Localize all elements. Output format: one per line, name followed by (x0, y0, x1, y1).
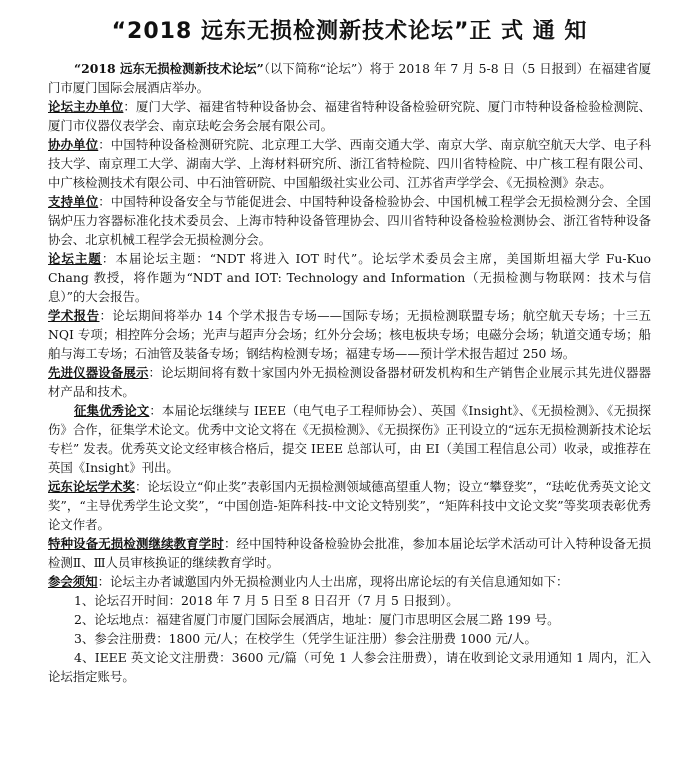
section-text: ：本届论坛主题：“NDT 将进入 IOT 时代”。论坛学术委员会主席，美国斯坦福大学 Fu-Kuo Chang 教授，将作题为“NDT and IOT: Technology and Information（无损检测与物联网：技术与信息）”的大会报告。 (48, 251, 652, 304)
section-label: 论坛主办单位 (48, 99, 124, 114)
section-theme (48, 249, 651, 306)
list-item: 4、IEEE 英文论文注册费：3600 元/篇（可免 1 人参会注册费），请在收到论文录用通知 1 周内，汇入论坛指定账号。 (48, 650, 651, 684)
section-label: 远东论坛学术奖 (48, 479, 135, 494)
section-education (48, 534, 651, 572)
section-organizers (48, 97, 651, 135)
intro-paragraph (48, 59, 651, 97)
section-label: 先进仪器设备展示 (48, 365, 149, 380)
section-text: ：经中国特种设备检验协会批准，参加本届论坛学术活动可计入特种设备无损检测Ⅱ、Ⅲ人员审核换证的继续教育学时。 (48, 536, 652, 570)
list-item: 1、论坛召开时间：2018 年 7 月 5 日至 8 日召开（7 月 5 日报到）。 (74, 593, 459, 608)
section-label: 论坛主题 (48, 251, 102, 266)
section-text: ：论坛期间将举办 14 个学术报告专场——国际专场；无损检测联盟专场；航空航天专场；十三五 NQI 专项；相控阵分会场；光声与超声分会场；红外分会场；核电板块专场；电磁分会场；轨道交通专场；船舶与海工专场；石油管及装备专场；钢结构检测专场；福建专场——预计学术报告超过 250 场。 (48, 308, 651, 361)
list-item: 3、参会注册费：1800 元/人；在校学生（凭学生证注册）参会注册费 1000 元/人。 (74, 631, 537, 646)
section-supporters (48, 192, 651, 249)
section-label: 参会须知 (48, 574, 98, 589)
section-label: 协办单位 (48, 137, 99, 152)
section-text: ：本届论坛继续与 IEEE（电气电子工程师协会）、英国《Insight》、《无损检测》、《无损探伤》合作，征集学术论文。优秀中文论文将在《无损检测》、《无损探伤》正刊设立的“远东无损检测新技术论坛专栏” 发表。优秀英文论文经审核合格后，提交 IEEE 总部认可，由 EI（美国工程信息公司）收录，或推荐在英国《Insight》刊出。 (48, 403, 651, 475)
section-label: 征集优秀论文 (74, 403, 150, 418)
intro-text: （以下简称“论坛”）将于 2018 年 7 月 5-8 日（5 日报到）在福建省厦门市厦门国际会展酒店举办。 (48, 61, 651, 95)
section-label: 学术报告 (48, 308, 100, 323)
list-item: 2、论坛地点：福建省厦门市厦门国际会展酒店，地址：厦门市思明区会展二路 199 号。 (74, 612, 560, 627)
section-papers (48, 401, 651, 477)
intro-lead: “2018 远东无损检测新技术论坛” (74, 61, 264, 76)
section-text: ：论坛期间将有数十家国内外无损检测设备器材研发机构和生产销售企业展示其先进仪器器材产品和技术。 (48, 365, 652, 399)
section-reports (48, 306, 651, 363)
section-co-organizers (48, 135, 651, 192)
section-text: ：论坛设立“仰止奖”表彰国内无损检测领域德高望重人物；设立“攀登奖”，“珐屹优秀英文论文奖”，“主导优秀学生论文奖”，“中国创造-矩阵科技-中文论文特别奖”，“矩阵科技中文论文奖”等奖项表彰优秀论文作者。 (48, 479, 652, 532)
section-label: 特种设备无损检测继续教育学时 (48, 536, 224, 551)
section-text: ：中国特种设备检测研究院、北京理工大学、西南交通大学、南京大学、南京航空航天大学、电子科技大学、南京理工大学、湖南大学、上海材料研究所、浙江省特检院、四川省特检院、中广核工程有限公司、中广核检测技术有限公司、中石油管研院、中国船级社实业公司、江苏省声学学会、《无损检测》杂志。 (48, 137, 652, 190)
section-text: ：厦门大学、福建省特种设备协会、福建省特种设备检验研究院、厦门市特种设备检验检测院、厦门市仪器仪表学会、南京珐屹会务会展有限公司。 (48, 99, 652, 133)
section-text: ：论坛主办者诚邀国内外无损检测业内人士出席，现将出席论坛的有关信息通知如下： (97, 574, 569, 589)
section-label: 支持单位 (48, 194, 99, 209)
page-title: “2018 远东无损检测新技术论坛”正 式 通 知 (111, 19, 588, 44)
section-attendance (48, 572, 651, 591)
section-text: ：中国特种设备安全与节能促进会、中国特种设备检验协会、中国机械工程学会无损检测分会、全国锅炉压力容器标准化技术委员会、上海市特种设备管理协会、四川省特种设备检验检测协会、浙江省特种设备协会、北京机械工程学会无损检测分会。 (48, 194, 652, 247)
section-awards (48, 477, 651, 534)
section-exhibition (48, 363, 651, 401)
